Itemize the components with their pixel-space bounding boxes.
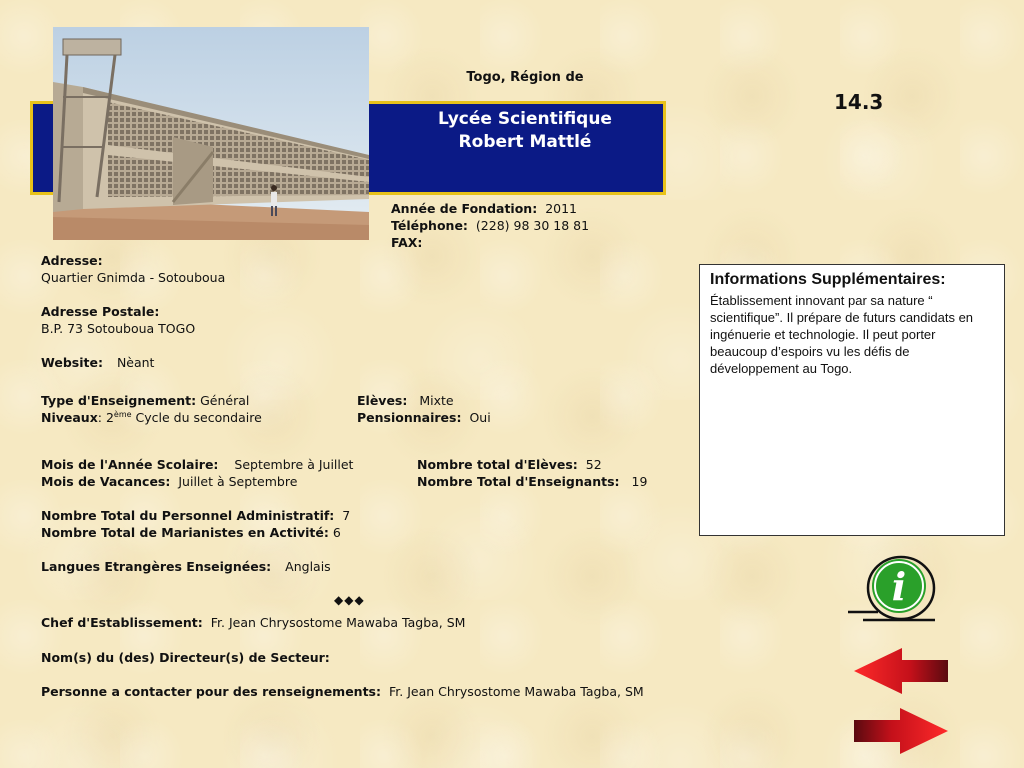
postal-address-value: B.P. 73 Sotouboua TOGO bbox=[41, 321, 196, 336]
languages-label: Langues Etrangères Enseignées: bbox=[41, 559, 272, 574]
phone-label: Téléphone: bbox=[391, 218, 468, 233]
additional-info-title: Informations Supplémentaires: bbox=[710, 271, 946, 288]
marianists-label: Nombre Total de Marianistes en Activité: bbox=[41, 525, 329, 540]
admin-staff-label: Nombre Total du Personnel Administratif: bbox=[41, 508, 335, 523]
vacation-label: Mois de Vacances: bbox=[41, 474, 171, 489]
foundation-label: Année de Fondation: bbox=[391, 201, 538, 216]
total-students-label: Nombre total d'Elèves: bbox=[417, 457, 578, 472]
contact-person-row bbox=[41, 683, 644, 700]
levels-suffix: Cycle du secondaire bbox=[131, 410, 262, 425]
page-number: 14.3 bbox=[834, 90, 884, 114]
boarders-value: Oui bbox=[469, 410, 491, 425]
head-value: Fr. Jean Chrysostome Mawaba Tagba, SM bbox=[210, 615, 466, 630]
address-label: Adresse: bbox=[41, 253, 103, 268]
head-label: Chef d'Establissement: bbox=[41, 615, 203, 630]
contact-person-label: Personne a contacter pour des renseignements: bbox=[41, 684, 381, 699]
separator-diamonds: ◆◆◆ bbox=[334, 593, 365, 607]
phone-row bbox=[391, 217, 589, 234]
address-value: Quartier Gnimda - Sotouboua bbox=[41, 270, 226, 285]
total-teachers-label: Nombre Total d'Enseignants: bbox=[417, 474, 620, 489]
vacation-row bbox=[41, 473, 297, 490]
teaching-type-label: Type d'Enseignement: bbox=[41, 393, 197, 408]
fax-label: FAX: bbox=[391, 235, 423, 250]
levels-row bbox=[41, 409, 262, 426]
school-name-line1: Lycée Scientifique bbox=[438, 109, 612, 129]
teaching-type-row bbox=[41, 392, 249, 409]
marianists-value: 6 bbox=[332, 525, 341, 540]
marianists-row bbox=[41, 524, 341, 541]
total-students-row bbox=[417, 456, 602, 473]
levels-label: Niveaux bbox=[41, 410, 98, 425]
fax-row bbox=[391, 234, 426, 251]
svg-text:i: i bbox=[891, 564, 907, 609]
students-value: Mixte bbox=[419, 393, 454, 408]
languages-value: Anglais bbox=[285, 559, 331, 574]
info-icon[interactable] bbox=[843, 552, 943, 630]
admin-staff-row bbox=[41, 507, 350, 524]
website-row bbox=[41, 354, 154, 371]
school-name-line2: Robert Mattlé bbox=[458, 132, 592, 152]
total-students-value: 52 bbox=[585, 457, 602, 472]
students-row bbox=[357, 392, 454, 409]
total-teachers-value: 19 bbox=[631, 474, 648, 489]
sector-directors-row bbox=[41, 649, 334, 666]
sector-directors-label: Nom(s) du (des) Directeur(s) de Secteur: bbox=[41, 650, 330, 665]
arrow-left-icon[interactable] bbox=[852, 646, 950, 696]
vacation-value: Juillet à Septembre bbox=[178, 474, 298, 489]
postal-address-label: Adresse Postale: bbox=[41, 304, 160, 319]
website-label: Website: bbox=[41, 355, 103, 370]
foundation-row bbox=[391, 200, 577, 217]
languages-row bbox=[41, 558, 331, 575]
additional-info-text: Établissement innovant par sa nature “ scientifique”. Il prépare de futurs candidats en ingénuerie et technologie. Il peut porter beaucoup d’espoirs vu les défis de développement au Togo. bbox=[710, 293, 974, 376]
levels-sup: ème bbox=[113, 409, 132, 419]
region-label: Togo, Région de bbox=[466, 70, 584, 85]
admin-staff-value: 7 bbox=[342, 508, 351, 523]
teaching-type-value: Général bbox=[200, 393, 250, 408]
school-year-value: Septembre à Juillet bbox=[234, 457, 354, 472]
head-row bbox=[41, 614, 465, 631]
students-label: Elèves: bbox=[357, 393, 408, 408]
boarders-row bbox=[357, 409, 491, 426]
school-year-row bbox=[41, 456, 353, 473]
school-year-label: Mois de l'Année Scolaire: bbox=[41, 457, 219, 472]
arrow-right-icon[interactable] bbox=[852, 706, 950, 756]
foundation-value: 2011 bbox=[545, 201, 578, 216]
boarders-label: Pensionnaires: bbox=[357, 410, 462, 425]
school-building-photo bbox=[53, 27, 369, 240]
total-teachers-row bbox=[417, 473, 647, 490]
school-name bbox=[400, 108, 650, 154]
levels-prefix: : 2 bbox=[97, 410, 114, 425]
phone-value: (228) 98 30 18 81 bbox=[475, 218, 590, 233]
additional-info-box bbox=[699, 264, 1005, 536]
contact-person-value: Fr. Jean Chrysostome Mawaba Tagba, SM bbox=[388, 684, 644, 699]
website-value: Nèant bbox=[116, 355, 155, 370]
